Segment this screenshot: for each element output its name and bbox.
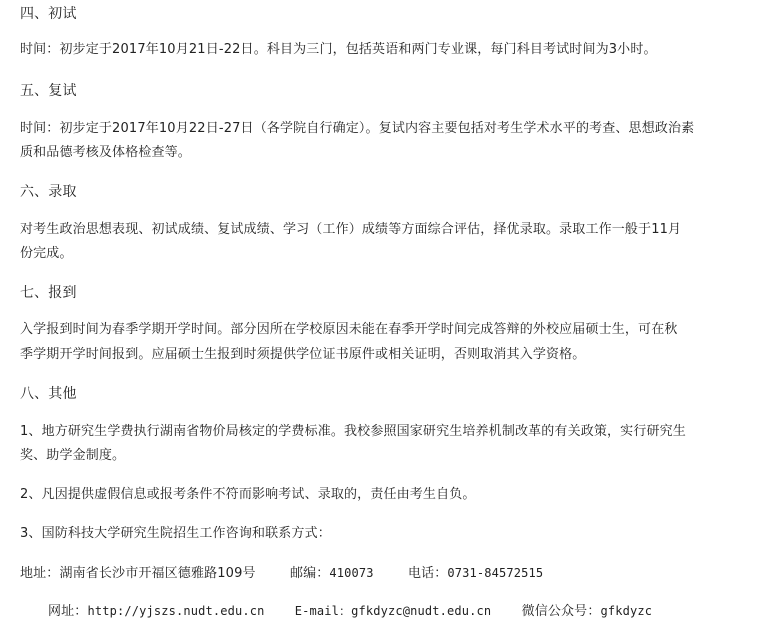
other-item1-line-1: 1、地方研究生学费执行湖南省物价局核定的学费标准。我校参照国家研究生培养机制改革的有关政策，实行研究生 bbox=[20, 424, 686, 439]
contact-row bbox=[20, 560, 744, 587]
retest-text-line-2: 质和品德考核及体格检查等。 bbox=[20, 145, 191, 160]
admission-text-line-1: 对考生政治思想表现、初试成绩、复试成绩、学习（工作）成绩等方面综合评估，择优录取。录取工作一般于11月 bbox=[20, 222, 682, 237]
postcode-label: 邮编： bbox=[289, 566, 330, 581]
web-contact-row bbox=[48, 598, 738, 625]
website-group bbox=[48, 598, 264, 625]
first-exam-text-line-1: 时间：初步定于2017年10月21日-22日。科目为三门，包括英语和两门专业课，每门科目考试时间为3小时。 bbox=[20, 42, 657, 57]
section-heading-registration: 七、报到 bbox=[20, 285, 77, 301]
address-group bbox=[20, 561, 256, 587]
website-label: 网址： bbox=[48, 604, 88, 619]
postcode-group bbox=[290, 560, 374, 587]
registration-text-line-1: 入学报到时间为春季学期开学时间。部分因所在学校原因未能在春季开学时间完成答辩的外校应届硕士生，可在秋 bbox=[20, 322, 678, 337]
other-item2: 2、凡因提供虚假信息或报考条件不符而影响考试、录取的，责任由考生自负。 bbox=[20, 487, 476, 502]
registration-text-line-2: 季学期开学时间报到。应届硕士生报到时须提供学位证书原件或相关证明，否则取消其入学资格。 bbox=[20, 347, 586, 362]
address-value: 湖南省长沙市开福区德雅路109号 bbox=[59, 566, 256, 581]
phone-value: 0731-84572515 bbox=[447, 566, 544, 580]
other-item1-line-2: 奖、助学金制度。 bbox=[20, 448, 126, 463]
admission-text-line-2: 份完成。 bbox=[20, 246, 73, 261]
email-label: E-mail： bbox=[294, 604, 352, 618]
phone-group bbox=[408, 560, 543, 587]
other-item3: 3、国防科技大学研究生院招生工作咨询和联系方式： bbox=[20, 526, 331, 541]
section-heading-admission: 六、录取 bbox=[20, 184, 77, 200]
retest-text-line-1: 时间：初步定于2017年10月22日-27日（各学院自行确定）。复试内容主要包括对考生学术水平的考查、思想政治素 bbox=[20, 121, 695, 136]
email-group bbox=[295, 598, 492, 625]
postcode-value: 410073 bbox=[329, 566, 374, 580]
address-label: 地址： bbox=[20, 566, 60, 581]
wechat-group bbox=[522, 598, 653, 625]
section-heading-retest: 五、复试 bbox=[20, 83, 77, 99]
section-heading-first-exam: 四、初试 bbox=[20, 6, 77, 22]
website-link[interactable]: http://yjszs.nudt.edu.cn bbox=[87, 604, 265, 618]
email-link[interactable]: gfkdyzc@nudt.edu.cn bbox=[351, 604, 492, 618]
wechat-label: 微信公众号： bbox=[521, 604, 601, 619]
phone-label: 电话： bbox=[407, 566, 448, 581]
section-heading-other: 八、其他 bbox=[20, 386, 77, 402]
wechat-value: gfkdyzc bbox=[600, 604, 653, 618]
